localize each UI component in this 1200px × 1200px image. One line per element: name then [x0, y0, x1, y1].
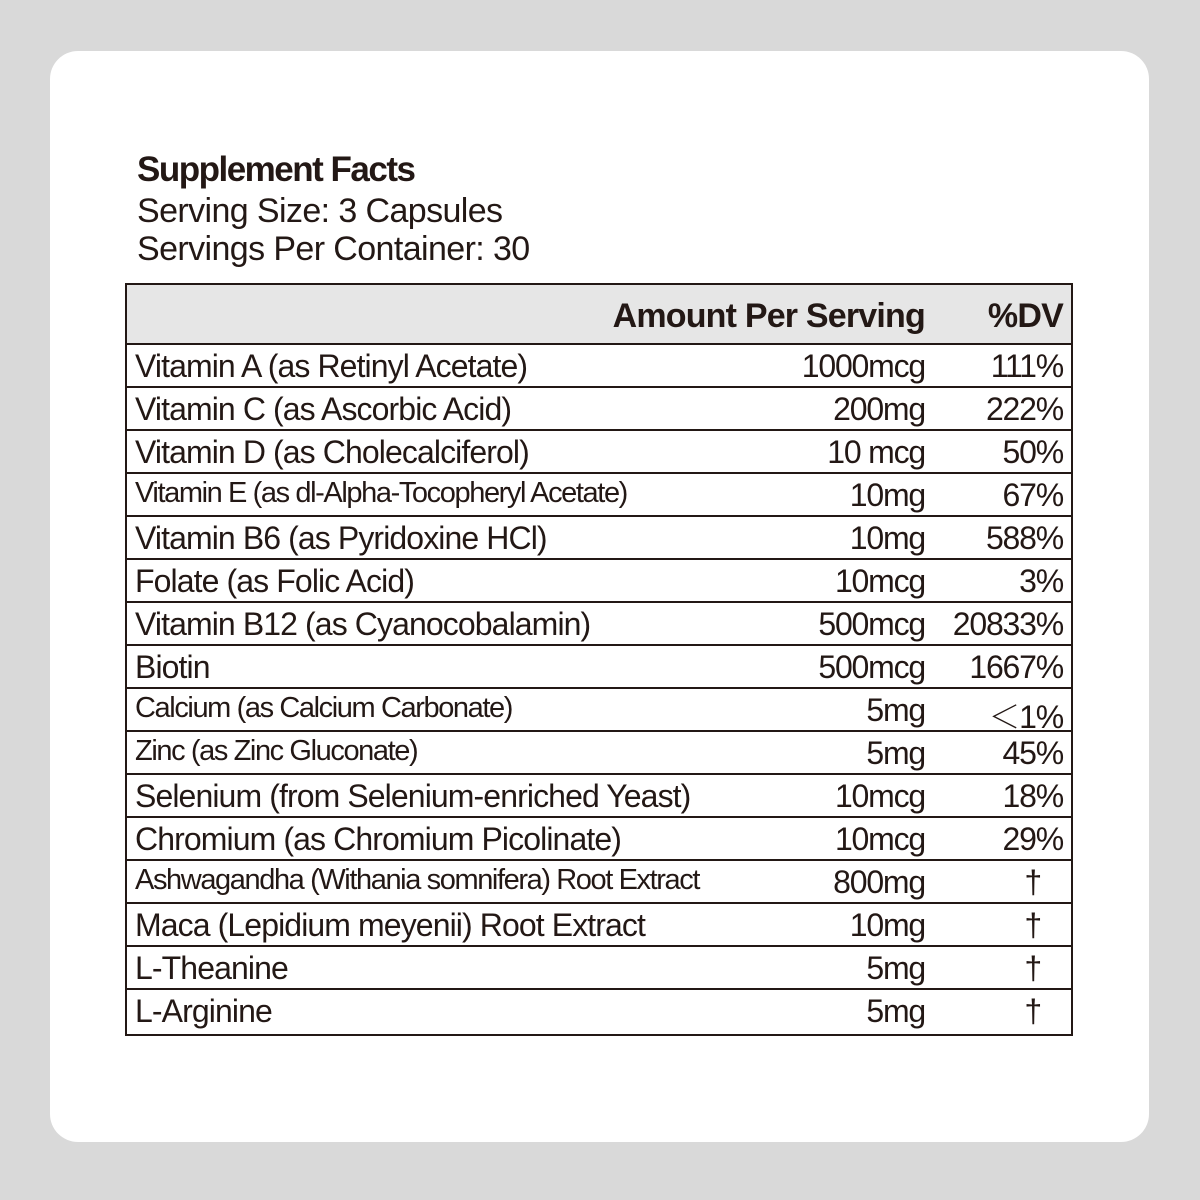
label-header — [137, 148, 530, 268]
ingredient-amount: 10mcg — [834, 563, 925, 599]
ingredient-amount: 5mg — [866, 692, 925, 728]
table-row — [127, 818, 1071, 861]
ingredient-name: Folate (as Folic Acid) — [135, 563, 414, 599]
ingredient-dv: 1667% — [969, 649, 1063, 685]
ingredient-name: Vitamin D (as Cholecalciferol) — [135, 434, 529, 470]
table-row — [127, 689, 1071, 735]
ingredient-dv: 45% — [1002, 735, 1063, 771]
ingredient-name: Vitamin C (as Ascorbic Acid) — [135, 391, 512, 427]
ingredient-dv: 20833% — [952, 606, 1063, 642]
serving-size: Serving Size: 3 Capsules — [137, 192, 503, 230]
ingredient-amount: 800mg — [833, 864, 925, 900]
ingredient-dv: ＜1% — [988, 699, 1063, 735]
ingredient-dv: † — [1024, 864, 1041, 900]
table-row — [127, 517, 1071, 560]
ingredient-amount: 10mg — [849, 520, 925, 556]
ingredient-name: L-Arginine — [135, 993, 272, 1029]
supplement-facts-table — [125, 283, 1073, 1036]
ingredient-dv: 67% — [1002, 477, 1063, 513]
ingredient-amount: 10mg — [849, 477, 925, 513]
ingredient-dv: 3% — [1019, 563, 1063, 599]
ingredient-name: Biotin — [135, 649, 210, 685]
ingredient-dv: † — [1024, 993, 1041, 1029]
ingredient-name: Chromium (as Chromium Picolinate) — [135, 821, 621, 857]
ingredient-amount: 1000mcg — [801, 348, 925, 384]
table-row — [127, 603, 1071, 646]
table-row — [127, 474, 1071, 517]
ingredient-dv: 588% — [985, 520, 1063, 556]
table-header-row — [127, 285, 1071, 345]
dv-column-header: %DV — [987, 297, 1063, 335]
ingredient-amount: 200mg — [833, 391, 925, 427]
label-title: Supplement Facts — [137, 150, 415, 189]
ingredient-dv: 50% — [1002, 434, 1063, 470]
ingredient-name: Vitamin A (as Retinyl Acetate) — [135, 348, 528, 384]
ingredient-name: Vitamin B6 (as Pyridoxine HCl) — [135, 520, 547, 556]
ingredient-amount: 10mcg — [834, 778, 925, 814]
ingredient-name: Zinc (as Zinc Gluconate) — [135, 735, 418, 767]
ingredient-name: L-Theanine — [135, 950, 288, 986]
ingredient-name: Calcium (as Calcium Carbonate) — [135, 692, 513, 724]
ingredient-amount: 5mg — [866, 993, 925, 1029]
ingredient-name: Selenium (from Selenium-enriched Yeast) — [135, 778, 691, 814]
table-row — [127, 947, 1071, 990]
ingredient-name: Ashwagandha (Withania somnifera) Root Extract — [135, 864, 700, 896]
ingredient-amount: 5mg — [866, 950, 925, 986]
table-row — [127, 861, 1071, 904]
ingredient-amount: 500mcg — [818, 649, 925, 685]
ingredient-amount: 10mcg — [834, 821, 925, 857]
ingredient-dv: 222% — [985, 391, 1063, 427]
ingredient-dv: 18% — [1002, 778, 1063, 814]
table-row — [127, 990, 1071, 1034]
servings-per-container: Servings Per Container: 30 — [137, 230, 530, 268]
table-row — [127, 345, 1071, 388]
table-row — [127, 732, 1071, 775]
table-row — [127, 431, 1071, 474]
ingredient-dv: 29% — [1002, 821, 1063, 857]
ingredient-dv: † — [1024, 907, 1041, 943]
amount-column-header: Amount Per Serving — [612, 297, 925, 335]
table-row — [127, 388, 1071, 431]
ingredient-name: Vitamin B12 (as Cyanocobalamin) — [135, 606, 591, 642]
table-row — [127, 775, 1071, 818]
ingredient-amount: 10 mcg — [827, 434, 925, 470]
ingredient-dv: † — [1024, 950, 1041, 986]
table-row — [127, 646, 1071, 689]
ingredient-name: Vitamin E (as dl-Alpha-Tocopheryl Acetate) — [135, 477, 627, 509]
ingredient-name: Maca (Lepidium meyenii) Root Extract — [135, 907, 646, 943]
table-row — [127, 904, 1071, 947]
ingredient-amount: 5mg — [866, 735, 925, 771]
ingredient-dv: 111% — [990, 348, 1063, 384]
table-row — [127, 560, 1071, 603]
ingredient-amount: 10mg — [849, 907, 925, 943]
ingredient-amount: 500mcg — [818, 606, 925, 642]
